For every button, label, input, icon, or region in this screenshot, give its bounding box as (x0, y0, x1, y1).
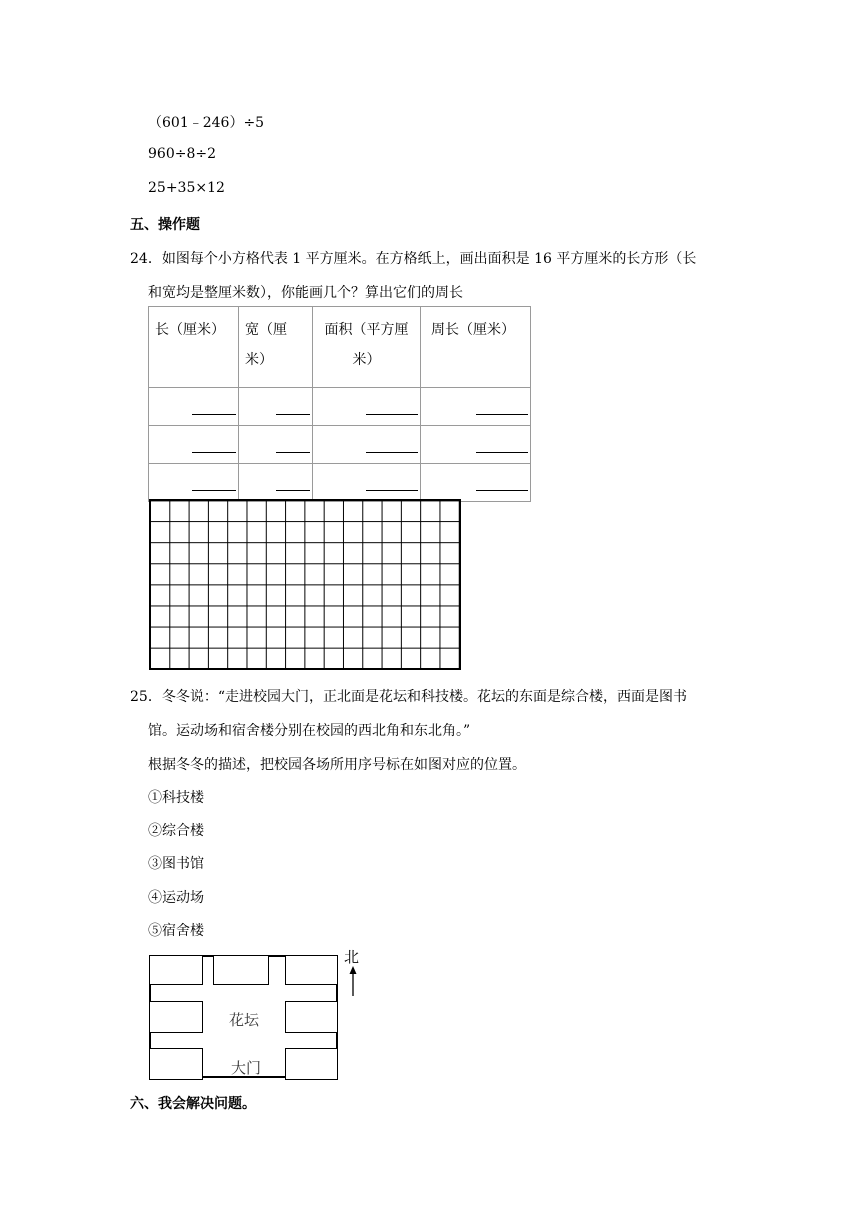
answer-blank[interactable] (366, 413, 418, 415)
table-row (149, 388, 531, 426)
answer-blank[interactable] (192, 451, 236, 453)
answer-blank[interactable] (276, 489, 310, 491)
map-slot-southwest[interactable] (149, 1048, 203, 1080)
question-24-line-2: 和宽均是整厘米数），你能画几个？算出它们的周长 (148, 285, 463, 301)
section-title-5: 五、操作题 (130, 217, 200, 233)
map-slot-north[interactable] (213, 955, 269, 985)
answer-blank[interactable] (476, 451, 528, 453)
answer-blank[interactable] (192, 413, 236, 415)
question-25-line-1: 25．冬冬说：“走进校园大门，正北面是花坛和科技楼。花坛的东面是综合楼，西面是图书 (130, 689, 687, 705)
answer-blank[interactable] (366, 489, 418, 491)
expression-1: （601﹣246）÷5 (148, 115, 265, 131)
answer-blank[interactable] (276, 413, 310, 415)
option-2: ②综合楼 (148, 823, 204, 839)
expression-2: 960÷8÷2 (148, 146, 216, 162)
question-24-line-1: 24．如图每个小方格代表 1 平方厘米。在方格纸上，画出面积是 16 平方厘米的长方形（长 (130, 251, 697, 267)
map-slot-northeast[interactable] (285, 955, 338, 985)
campus-map (149, 955, 338, 1078)
north-label: 北 (344, 948, 360, 966)
map-slot-west[interactable] (149, 1001, 203, 1033)
map-slot-northwest[interactable] (149, 955, 203, 985)
table-row (149, 464, 531, 502)
answer-blank[interactable] (366, 451, 418, 453)
flower-bed-label: 花坛 (229, 1011, 260, 1029)
header-length: 长（厘米） (149, 307, 239, 388)
north-arrow-icon (347, 966, 359, 996)
option-5: ⑤宿舍楼 (148, 923, 204, 939)
answer-blank[interactable] (476, 489, 528, 491)
header-area: 面积（平方厘米） (313, 307, 421, 388)
answer-blank[interactable] (192, 489, 236, 491)
square-grid-paper[interactable] (149, 499, 461, 670)
gate-label: 大门 (231, 1059, 262, 1077)
option-1: ①科技楼 (148, 790, 204, 806)
header-perimeter: 周长（厘米） (421, 307, 531, 388)
map-slot-southeast[interactable] (285, 1048, 338, 1080)
table-row (149, 426, 531, 464)
question-25-instruction: 根据冬冬的描述，把校园各场所用序号标在如图对应的位置。 (148, 757, 526, 773)
expression-3: 25+35×12 (148, 180, 225, 196)
answer-blank[interactable] (276, 451, 310, 453)
answer-blank[interactable] (476, 413, 528, 415)
map-slot-east[interactable] (285, 1001, 338, 1033)
header-width: 宽（厘米） (239, 307, 313, 388)
option-4: ④运动场 (148, 890, 204, 906)
answer-table (148, 306, 531, 502)
section-title-6: 六、我会解决问题。 (130, 1096, 256, 1112)
option-3: ③图书馆 (148, 856, 204, 872)
question-25-line-2: 馆。运动场和宿舍楼分别在校园的西北角和东北角。” (148, 723, 471, 739)
